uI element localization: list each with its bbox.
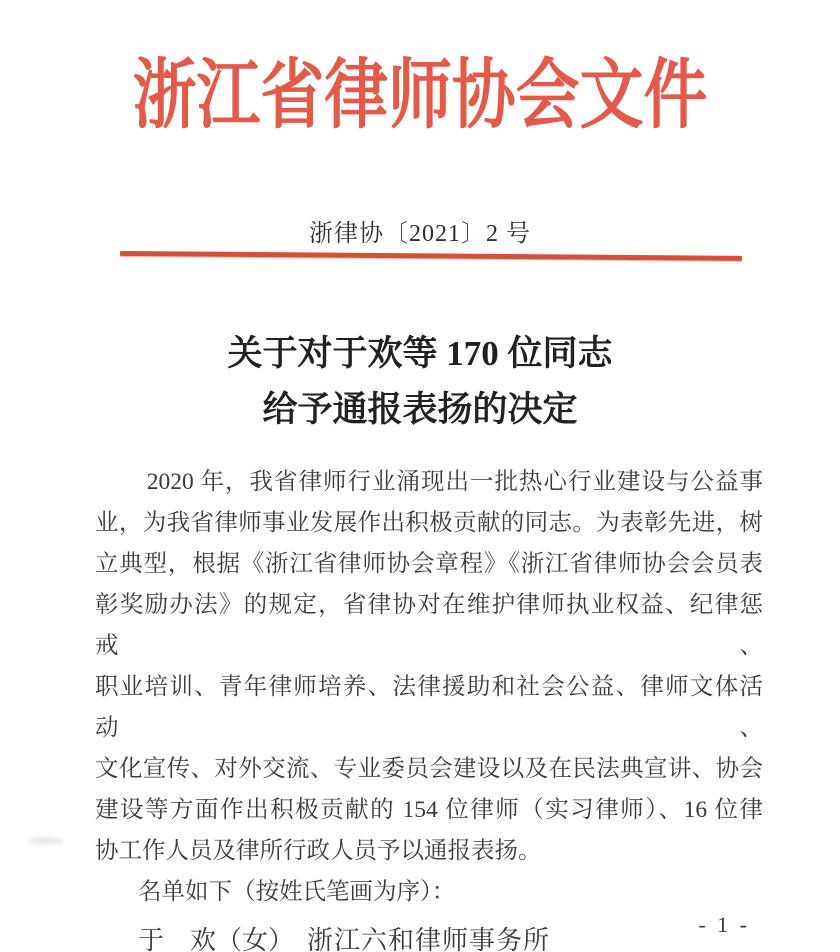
document-title-line2: 给予通报表扬的决定 — [262, 390, 578, 429]
body-line: 建设等方面作出积极贡献的 154 位律师（实习律师）、16 位律 — [95, 797, 763, 823]
body-line: 立典型，根据《浙江省律师协会章程》《浙江省律师协会会员表 — [95, 551, 763, 577]
list-item — [95, 920, 763, 952]
person-name: 于 欢（女） — [138, 926, 295, 952]
scan-smudge-artifact — [28, 837, 64, 844]
page-number: - 1 - — [698, 912, 750, 937]
body-line: 协工作人员及律所行政人员予以通报表扬。 — [95, 838, 542, 864]
letterhead-title — [0, 50, 840, 142]
red-separator-rule — [120, 251, 742, 261]
body-line: 彰奖励办法》的规定，省律协对在维护律师执业权益、纪律惩戒、 — [95, 592, 763, 659]
law-firm-name: 浙江六和律师事务所 — [307, 926, 551, 952]
letterhead-title-text: 浙江省律师协会文件 — [132, 54, 708, 138]
body-line: 职业培训、青年律师培养、法律援助和社会公益、律师文体活动、 — [95, 674, 763, 741]
body-line: 2020 年，我省律师行业涌现出一批热心行业建设与公益事 — [146, 469, 763, 495]
document-number: 浙律协〔2021〕2 号 — [309, 221, 531, 247]
document-body — [95, 462, 763, 952]
name-list-intro: 名单如下（按姓氏笔画为序）： — [138, 879, 456, 905]
document-title — [0, 326, 840, 438]
document-title-line1: 关于对于欢等 170 位同志 — [227, 334, 613, 373]
body-line: 文化宣传、对外交流、专业委员会建设以及在民法典宣讲、协会 — [95, 756, 763, 782]
body-line: 业，为我省律师事业发展作出积极贡献的同志。为表彰先进，树 — [95, 510, 763, 536]
